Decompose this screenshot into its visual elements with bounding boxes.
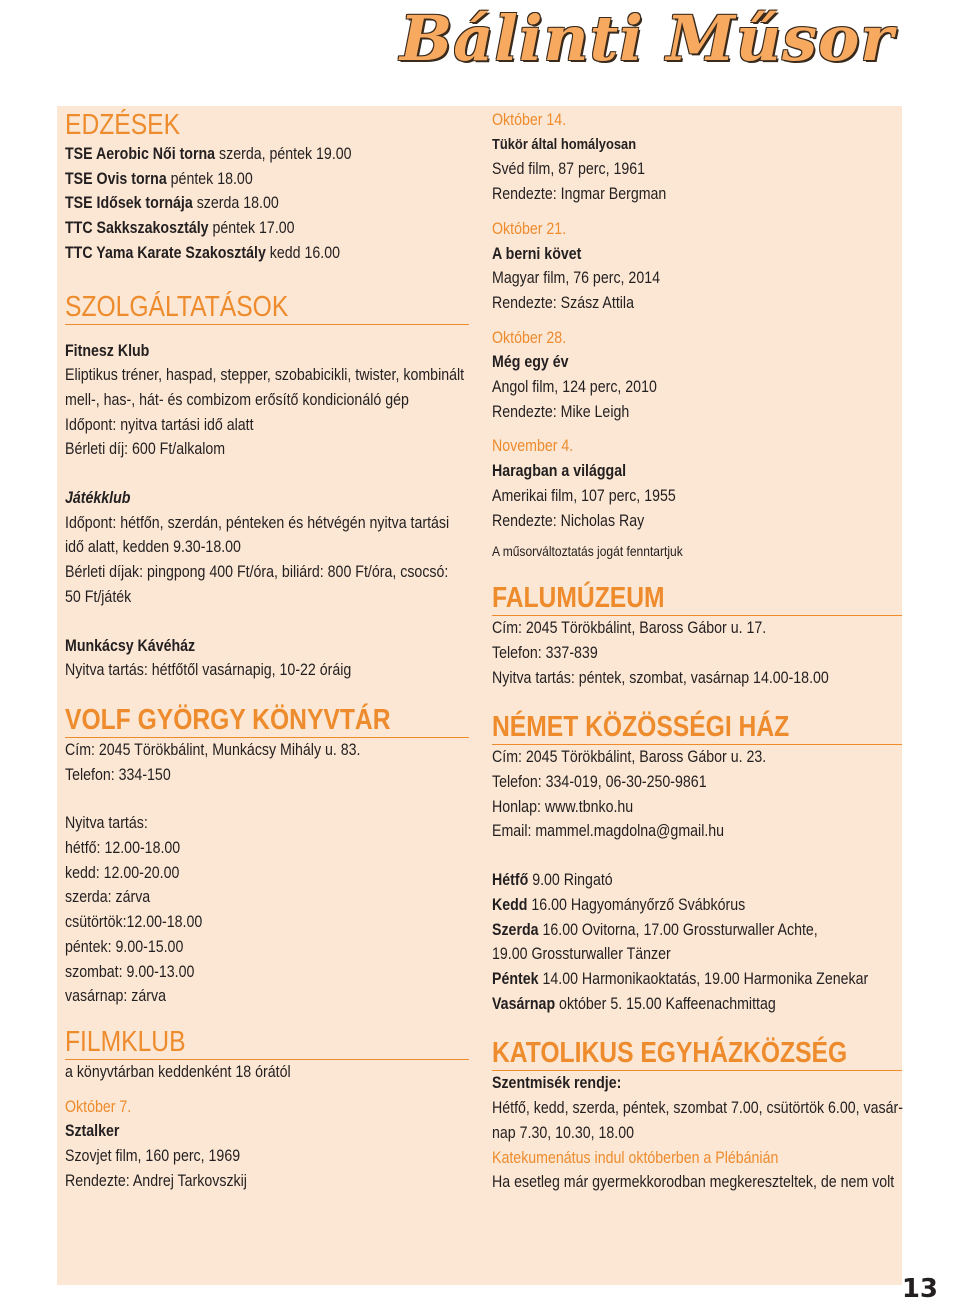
list-item: Hétfő 9.00 Ringató	[492, 871, 613, 890]
list-item: 19.00 Grossturwaller Tänzer	[492, 945, 671, 964]
list-item: TSE Idősek tornája szerda 18.00	[65, 194, 279, 213]
falumuzeum-address: Cím: 2045 Törökbálint, Baross Gábor u. 17.	[492, 619, 767, 638]
fitness-title: Fitnesz Klub	[65, 341, 150, 360]
jatek-fee: Bérleti díjak: pingpong 400 Ft/óra, biliárd: 800 Ft/óra, csocsó: 50 Ft/játék	[65, 563, 449, 606]
list-item: TSE Aerobic Női torna szerda, péntek 19.00	[65, 145, 352, 163]
masthead-title: Bálinti Műsor	[399, 2, 894, 75]
konyvtar-phone: Telefon: 334-150	[65, 765, 171, 784]
film-entry: Október 28. Még egy év Angol film, 124 perc, 2010 Rendezte: Mike Leigh	[492, 328, 657, 421]
jatek-title: Játékklub	[65, 489, 131, 508]
list-item: csütörtök:12.00-18.00	[65, 913, 203, 932]
list-item: Kedd 16.00 Hagyományőrző Svábkórus	[492, 895, 746, 914]
nemet-haz-schedule	[492, 868, 902, 1016]
katolikus-heading: KATOLIKUS EGYHÁZKÖZSÉG	[492, 1036, 902, 1071]
jatek-time: Időpont: hétfőn, szerdán, pénteken és hétvégén nyitva tartási idő alatt, kedden 9.30-18.00	[65, 513, 450, 557]
katolikus-note: Ha esetleg már gyermekkorodban megkereszteltek, de nem volt	[492, 1173, 895, 1192]
film-entry: Október 7. Sztalker Szovjet film, 160 perc, 1969 Rendezte: Andrej Tarkovszkij	[65, 1097, 247, 1190]
list-item: Szerda 16.00 Ovitorna, 17.00 Grossturwaller Achte,	[492, 920, 818, 939]
right-column	[492, 106, 902, 1195]
film-entry: Október 21. A berni követ Magyar film, 76 perc, 2014 Rendezte: Szász Attila	[492, 219, 660, 312]
szolgaltatasok-heading: SZOLGÁLTATÁSOK	[65, 290, 469, 325]
konyvtar-address: Cím: 2045 Törökbálint, Munkácsy Mihály u. 83.	[65, 740, 361, 759]
list-item: TTC Yama Karate Szakosztály kedd 16.00	[65, 243, 341, 262]
nemet-haz-phone: Telefon: 334-019, 06-30-250-9861	[492, 773, 707, 792]
film-entry: November 4. Haragban a világgal Amerikai film, 107 perc, 1955 Rendezte: Nicholas Ray	[492, 437, 676, 530]
falumuzeum-heading: FALUMÚZEUM	[492, 581, 902, 616]
list-item: Vasárnap október 5. 15.00 Kaffeenachmittag	[492, 994, 776, 1013]
list-item: TSE Ovis torna péntek 18.00	[65, 169, 253, 188]
edzesek-list	[65, 142, 469, 266]
falumuzeum-hours: Nyitva tartás: péntek, szombat, vasárnap 14.00-18.00	[492, 668, 829, 687]
nemet-haz-web: Honlap: www.tbnko.hu	[492, 797, 634, 816]
filmklub-heading: FILMKLUB	[65, 1025, 469, 1060]
fitness-desc: Eliptikus tréner, haspad, stepper, szobabicikli, twister, kombinált mell-, has-, hát- és combizom erősítő kondicionáló gép	[65, 366, 465, 409]
kavehaz-title: Munkácsy Kávéház	[65, 636, 196, 655]
page-number: 13	[901, 1274, 938, 1304]
katolikus-mass-title: Szentmisék rendje:	[492, 1074, 622, 1093]
konyvtar-hours-title: Nyitva tartás:	[65, 814, 148, 833]
katolikus-mass-line2: nap 7.30, 10.30, 18.00	[492, 1123, 635, 1142]
fitness-time: Időpont: nyitva tartási idő alatt	[65, 415, 254, 434]
list-item: hétfő: 12.00-18.00	[65, 839, 181, 858]
list-item: szerda: zárva	[65, 888, 151, 907]
nemet-haz-heading: NÉMET KÖZÖSSÉGI HÁZ	[492, 710, 902, 745]
katolikus-catechumen: Katekumenátus indul októberben a Plébánián	[492, 1148, 779, 1167]
kavehaz-hours: Nyitva tartás: hétfőtől vasárnapig, 10-22 óráig	[65, 661, 352, 680]
nemet-haz-email: Email: mammel.magdolna@gmail.hu	[492, 822, 725, 841]
falumuzeum-phone: Telefon: 337-839	[492, 643, 598, 662]
list-item: szombat: 9.00-13.00	[65, 962, 195, 981]
katolikus-mass-line1: Hétfő, kedd, szerda, péntek, szombat 7.00, csütörtök 6.00, vasár-	[492, 1099, 903, 1118]
list-item: vasárnap: zárva	[65, 987, 166, 1006]
left-column	[65, 106, 469, 1194]
film-entry: Október 14. Tükör által homályosan Svéd film, 87 perc, 1961 Rendezte: Ingmar Bergman	[492, 111, 667, 204]
nemet-haz-address: Cím: 2045 Törökbálint, Baross Gábor u. 23.	[492, 748, 767, 767]
fitness-fee: Bérleti díj: 600 Ft/alkalom	[65, 440, 226, 459]
edzesek-heading: EDZÉSEK	[65, 109, 181, 141]
filmklub-note: A műsorváltoztatás jogát fenntartjuk	[492, 543, 683, 560]
konyvtar-heading: VOLF GYÖRGY KÖNYVTÁR	[65, 703, 469, 738]
list-item: kedd: 12.00-20.00	[65, 863, 180, 882]
filmklub-subtitle: a könyvtárban keddenként 18 órától	[65, 1062, 291, 1081]
list-item: TTC Sakkszakosztály péntek 17.00	[65, 219, 295, 238]
list-item: péntek: 9.00-15.00	[65, 937, 184, 956]
list-item: Péntek 14.00 Harmonikaoktatás, 19.00 Harmonika Zenekar	[492, 969, 869, 988]
